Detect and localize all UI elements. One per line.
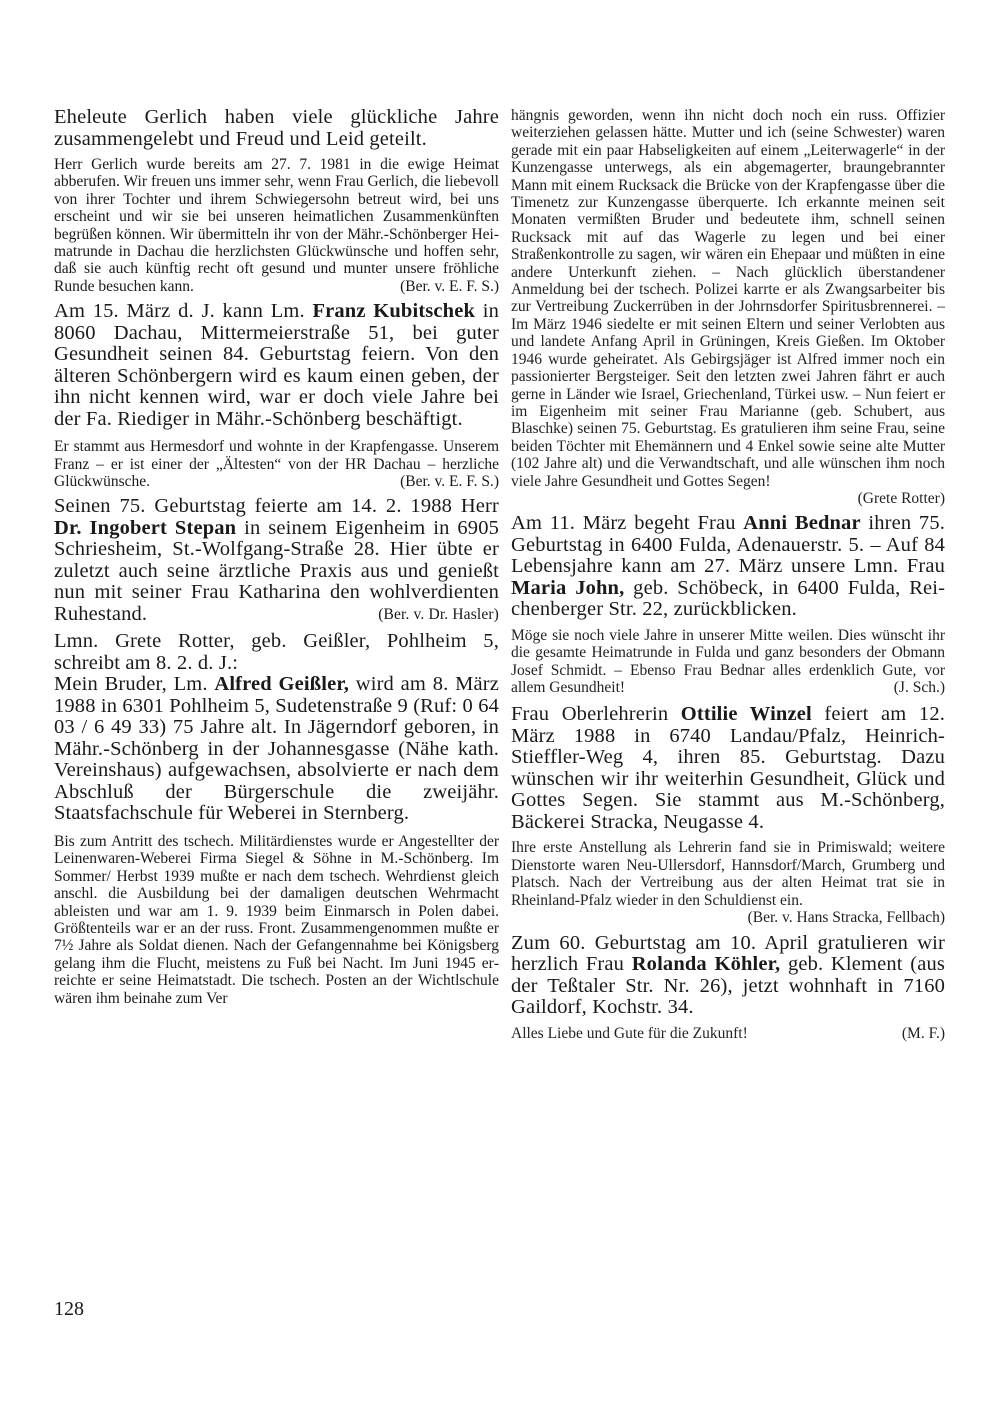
bednar-john-paragraph [511, 627, 945, 697]
winzel-text-post: feiert am 12. März 1988 in 6740 Landau/Pfalz, Heinrich-Stieffler-Weg 4, ihren 85. Geburtstag. Dazu wünschen wir ihr weiterhin Gesundheit, Glück und Gottes Segen. Sie stammt aus M.-Schönberg, Bäckerei Stracka, Neugasse 4. [511, 703, 945, 833]
winzel-name: Ottilie Winzel [680, 703, 812, 726]
credit-mf: (M. F.) [901, 1024, 945, 1042]
left-column [54, 107, 499, 1007]
gerlich-paragraph [54, 156, 499, 295]
rotter-intro: Lmn. Grete Rotter, geb. Geißler, Pohlheim 5, schreibt am 8. 2. d. J.: [54, 630, 499, 674]
stepan-announcement [54, 496, 499, 625]
stepan-text-pre: Seinen 75. Geburtstag feierte am 14. 2. 1988 Herr [54, 495, 499, 518]
winzel-text-pre: Frau Oberlehrerin [511, 703, 681, 726]
gerlich-intro: Eheleute Gerlich haben viele glückliche Jahre zusammengelebt und Freud und Leid geteilt. [54, 106, 499, 150]
bednar-name: Anni Bednar [743, 512, 861, 535]
stepan-name: Dr. Ingobert Stepan [54, 516, 237, 539]
geissler-text-pre: Mein Bruder, Lm. [54, 673, 215, 696]
john-text-c: geb. Schöbeck, in 6400 Fulda, Reichenberger Str. 22, zurückblicken. [511, 576, 945, 621]
geissler-biography-continued: hängnis geworden, wenn ihn nicht doch noch ein russ. Offizier weiterziehen gelassen hätte. Mutter und ich (seine Schwester) waren gerade mit ein paar Habseligkeiten auf einem „Leiterwagerle“ in der Kunzengasse unterwegs, als ein abgemagerter, braungebrannter Mann mit einem Rucksack die Brücke von der Krapfengasse über die Timenetz zur Kunzengasse überquerte. Ich erkannte meinen seit Monaten vermißten Bruder und bedeutete ihm, schnell seinen Rucksack mit auf das Wagerle zu legen und bei einer Straßenkontrolle zu sagen, wir wären ein Ehepaar und müßten in eine andere Unterkunft ziehen. – Nach glücklich überstandener Anmeldung bei der tschech. Polizei karrte er als Zwangsarbeiter bis zur Vertreibung Zuckerrüben in der Johrnsdorfer Spiritusbrennerei. – Im März 1946 siedelte er mit seinen Eltern und seiner Verlobten aus und landete Anfang April in Grüningen, Kreis Gießen. Im Oktober 1946 wurde geheiratet. Als Gebirgsjäger ist Alfred immer noch ein passionierter Bergsteiger. Seit den letzten zwei Jahren fährt er auch gerne in Länder wie Israel, Griechenland, Türkei usw. – Nun feiert er im Eigenheim mit seiner Frau Marianne (geb. Schubert, aus Blaschke) seinen 75. Geburtstag. Es gratulieren ihm seine Frau, seine beiden Töchter mit Ehemännern und 4 Enkel sowie seine alte Mutter (102 Jahre alt) und die Verwandtschaft, und alle wünschen ihm noch viele Jahre Gesundheit und Gottes Segen! [511, 107, 945, 490]
geissler-text-post: wird am 8. März 1988 in 6301 Pohlheim 5, Sudetenstraße 9 (Ruf: 0 64 03 / 6 49 33) 75 Jahre alt. In Jägerndorf geboren, in Mähr.-Schönberg in der Johannesgasse (Nähe kath. Vereinshaus) aufgewachsen, absolvierte er nach dem Abschluß der Bürgerschule die zweijähr. Staatsfachschule für Weberei in Sternberg. [54, 673, 499, 825]
geissler-name: Alfred Geißler, [214, 673, 350, 696]
geissler-biography: Bis zum Antritt des tschech. Militärdienstes wurde er Angestellter der Leinenwaren-Weberei Firma Siegel & Söhne in M.-Schönberg. Im Sommer/ Herbst 1939 mußte er nach dem tschech. Wehrdienst gleich anschl. die Ausbildung bei der damaligen deutschen Wehrmacht ableisten und war am 1. 9. 1939 beim Einmarsch in Polen dabei. Größtenteils war er an der russ. Front. Zusammengenommen mußte er 7½ Jahre als Soldat dienen. Nach der Gefangennahme bei Königsberg gelang ihm die Flucht, meistens zu Fuß bei Nacht. Im Juni 1945 erreichte er seine Heimatstadt. Die tschech. Posten an der Wichtlschule wären ihm beinahe zum Ver [54, 832, 499, 1007]
right-column [511, 107, 945, 1042]
koehler-announcement [511, 933, 945, 1019]
koehler-text-post: geb. Klement (aus der Teßtaler Str. Nr. 26), jetzt wohnhaft in 7160 Gaildorf, Kochstr. 34. [511, 953, 945, 1018]
kubitschek-announcement [54, 301, 499, 430]
credit-jsch: (J. Sch.) [893, 679, 945, 697]
bednar-john-announcement [511, 513, 945, 621]
winzel-paragraph: Ihre erste Anstellung als Lehrerin fand sie in Primiswald; weitere Dienstorte waren Neu-Ullersdorf, Hannsdorf/March, Grumberg und Platsch. Nach der Vertreibung aus der alten Heimat trat sie in Rheinland-Pfalz wieder in den Schuldienst ein. [511, 839, 945, 909]
page-number: 128 [54, 1298, 84, 1320]
koehler-name: Rolanda Köhler, [631, 953, 781, 975]
stepan-text-post: in seinem Eigenheim in 6905 Schriesheim, St.-Wolfgang-Straße 28. Hier übte er zuletzt auch seine ärztliche Praxis aus und genießt nun mit seiner Frau Katharina den wohlverdienten Ruhestand. [54, 516, 499, 625]
credit-efs-2: (Ber. v. E. F. S.) [400, 473, 499, 491]
kubitschek-text-post: in 8060 Dachau, Mittermeierstraße 51, bei guter Gesundheit seinen 84. Geburtstag feiern. Von den älteren Schönbergern wird es kaum einen geben, der ihn nicht kennen wird, war er doch viele Jahre bei der Fa. Riediger in Mähr.-Schönberg beschäftigt. [54, 300, 499, 430]
kubitschek-detail: Er stammt aus Hermesdorf und wohnte in der Krapfengasse. Unserem Franz – er ist einer der „Ältesten“ von der HR Dachau – herzliche Glückwünsche. [54, 438, 499, 491]
winzel-announcement [511, 704, 945, 833]
credit-stracka: (Ber. v. Hans Stracka, Fellbach) [747, 909, 945, 927]
koehler-text-pre: Zum 60. Geburtstag am 10. April gratulieren wir herzlich Frau [511, 931, 945, 975]
credit-rotter: (Grete Rotter) [857, 489, 945, 507]
kubitschek-paragraph [54, 438, 499, 490]
kubitschek-text-pre: Am 15. März d. J. kann Lm. [54, 300, 313, 323]
bednar-john-wishes: Möge sie noch viele Jahre in unserer Mitte weilen. Dies wünscht ihr die gesamte Heimatrunde in Fulda und ganz besonders der Obmann Josef Schmidt. – Ebenso Frau Bednar alles erdenklich Gute, vor allem Gesundheit! [511, 626, 945, 697]
koehler-paragraph [511, 1025, 945, 1042]
credit-hasler: (Ber. v. Dr. Hasler) [378, 605, 499, 623]
gerlich-text: Herr Gerlich wurde bereits am 27. 7. 1981 in die ewige Heimat abberufen. Wir freuen uns immer sehr, wenn Frau Gerlich, die liebevoll von ihrer Tochter und ihrem Schwiegersohn betreut wird, bei uns erscheint und wir sie bei unseren heimatlichen Zusammenkünften begrüßen können. Wir übermitteln ihr von der Mähr.-Schönberger Heimatrunde in Dachau die herzlichsten Glückwünsche und hoffen sehr, daß sie auch künftig recht oft gesund und munter unsere fröhliche Runde besuchen kann. [54, 156, 499, 295]
koehler-wishes: Alles Liebe und Gute für die Zukunft! [511, 1024, 748, 1042]
credit-efs-1: (Ber. v. E. F. S.) [400, 277, 499, 295]
geissler-announcement [54, 674, 499, 825]
kubitschek-name: Franz Kubitschek [312, 300, 476, 323]
bednar-text-b: ihren 75. Geburtstag in 6400 Fulda, Adenauerstr. 5. – Auf 84 Lebensjahre kann am 27. März unsere Lmn. Frau [511, 512, 945, 578]
bednar-text-a: Am 11. März begeht Frau [511, 512, 744, 535]
john-name: Maria John, [511, 576, 625, 599]
